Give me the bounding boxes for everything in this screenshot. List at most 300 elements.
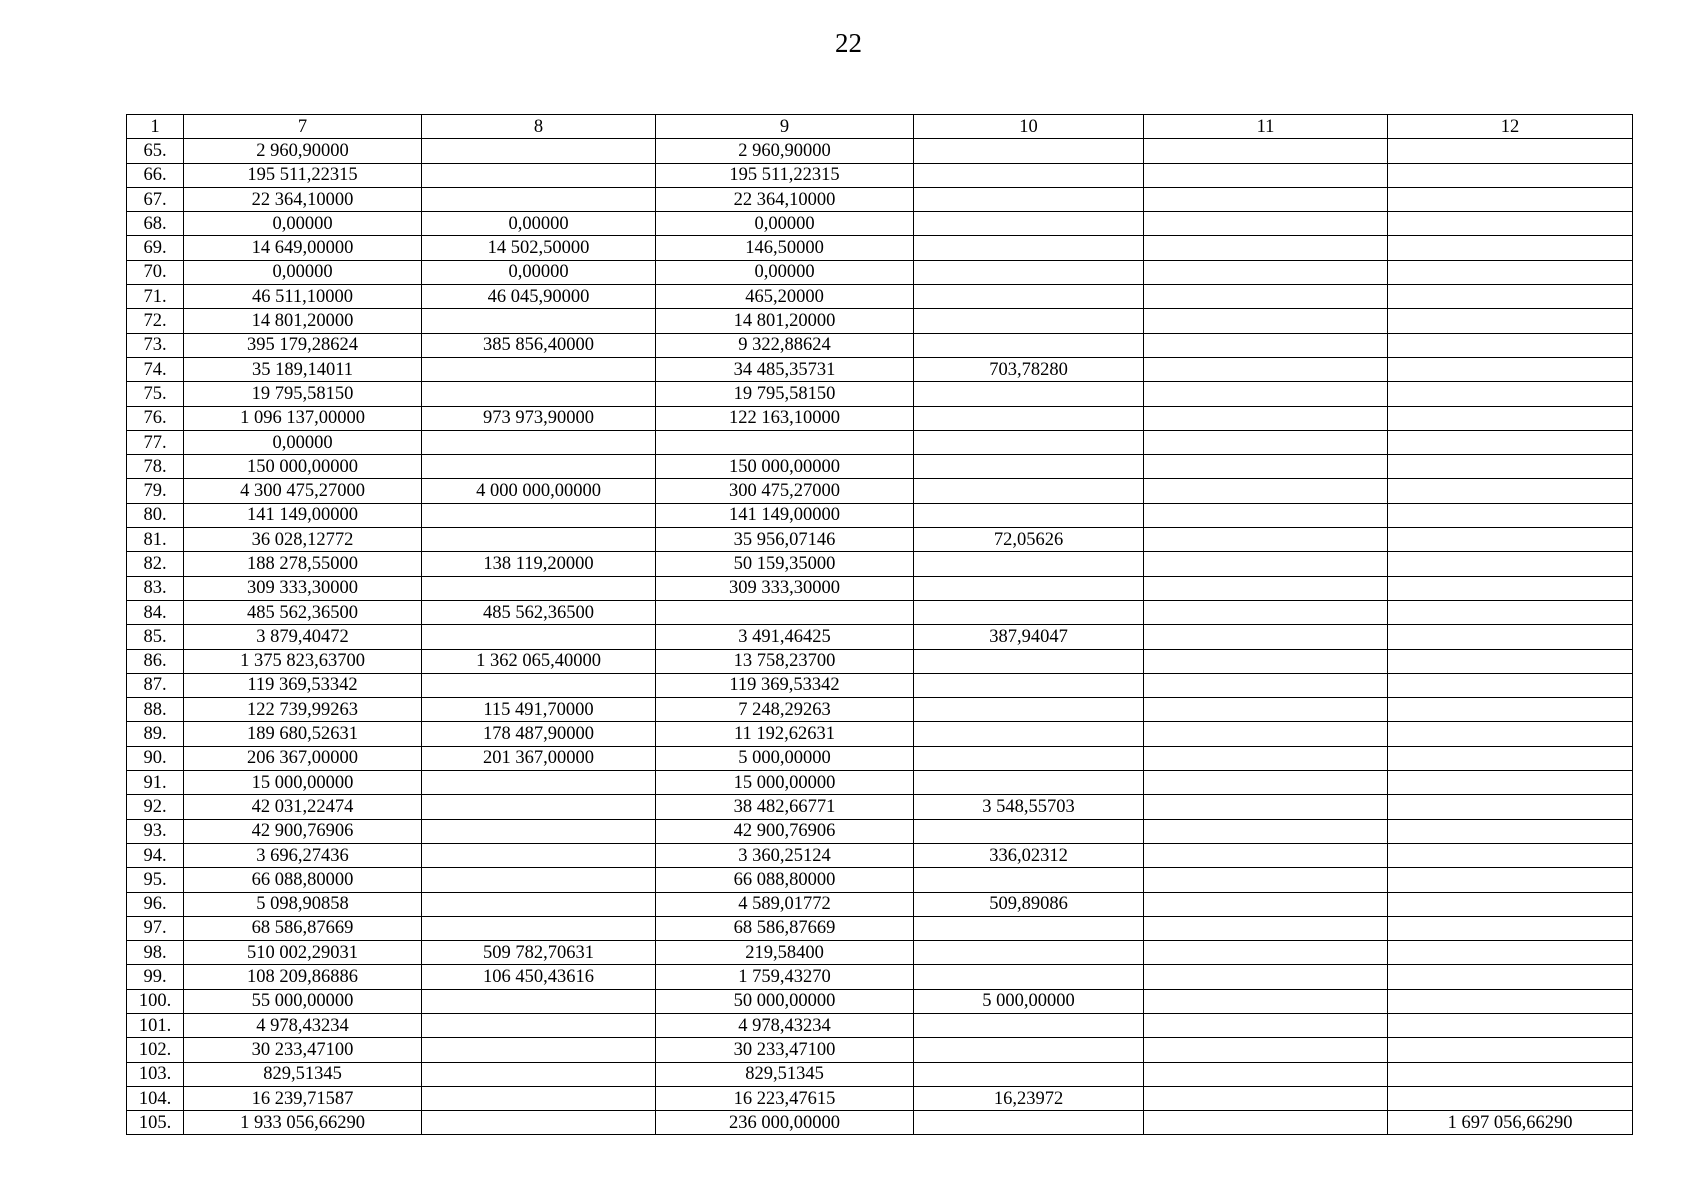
table-cell: [914, 965, 1144, 989]
table-cell: [914, 1062, 1144, 1086]
row-number-cell: 85.: [127, 625, 184, 649]
table-cell: 219,58400: [656, 941, 914, 965]
table-cell: 4 000 000,00000: [422, 479, 656, 503]
table-cell: [422, 1111, 656, 1135]
table-cell: 22 364,10000: [656, 187, 914, 211]
table-cell: 0,00000: [422, 212, 656, 236]
table-cell: 115 491,70000: [422, 698, 656, 722]
table-cell: [1388, 916, 1633, 940]
table-row: [127, 698, 1633, 722]
table-cell: [1144, 576, 1388, 600]
table-cell: [1388, 479, 1633, 503]
page-number: 22: [835, 28, 862, 58]
table-cell: [422, 892, 656, 916]
table-cell: [1144, 673, 1388, 697]
table-cell: [1388, 455, 1633, 479]
table-cell: 68 586,87669: [184, 916, 422, 940]
table-row: [127, 382, 1633, 406]
table-cell: 30 233,47100: [656, 1038, 914, 1062]
table-cell: 178 487,90000: [422, 722, 656, 746]
table-cell: [1388, 600, 1633, 624]
table-cell: [914, 382, 1144, 406]
table-cell: [914, 212, 1144, 236]
table-cell: 4 978,43234: [184, 1013, 422, 1037]
table-cell: 14 801,20000: [184, 309, 422, 333]
table-row: [127, 600, 1633, 624]
table-cell: [1388, 503, 1633, 527]
table-cell: 385 856,40000: [422, 333, 656, 357]
row-number-cell: 91.: [127, 771, 184, 795]
data-table: [126, 114, 1633, 1135]
table-row: [127, 965, 1633, 989]
table-cell: [1144, 600, 1388, 624]
table-cell: [914, 309, 1144, 333]
table-cell: 236 000,00000: [656, 1111, 914, 1135]
row-number-cell: 71.: [127, 285, 184, 309]
table-cell: [422, 357, 656, 381]
table-cell: 68 586,87669: [656, 916, 914, 940]
table-cell: [914, 163, 1144, 187]
table-row: [127, 819, 1633, 843]
table-row: [127, 236, 1633, 260]
table-cell: 309 333,30000: [656, 576, 914, 600]
table-cell: [914, 819, 1144, 843]
table-row: [127, 333, 1633, 357]
table-cell: [1388, 868, 1633, 892]
table-cell: 7 248,29263: [656, 698, 914, 722]
table-cell: 0,00000: [184, 430, 422, 454]
table-cell: 1 375 823,63700: [184, 649, 422, 673]
table-cell: [1388, 649, 1633, 673]
table-cell: 66 088,80000: [184, 868, 422, 892]
table-cell: 72,05626: [914, 528, 1144, 552]
table-cell: [1388, 333, 1633, 357]
table-cell: [422, 382, 656, 406]
table-row: [127, 868, 1633, 892]
table-cell: [422, 1013, 656, 1037]
table-row: [127, 139, 1633, 163]
table-row: [127, 430, 1633, 454]
table-cell: [914, 479, 1144, 503]
table-cell: [422, 309, 656, 333]
table-row: [127, 941, 1633, 965]
table-cell: [1388, 576, 1633, 600]
table-cell: 46 045,90000: [422, 285, 656, 309]
table-cell: [1388, 430, 1633, 454]
table-cell: [1388, 139, 1633, 163]
table-row: [127, 552, 1633, 576]
table-cell: [422, 795, 656, 819]
table-cell: [1388, 1013, 1633, 1037]
table-cell: 829,51345: [656, 1062, 914, 1086]
table-row: [127, 163, 1633, 187]
table-cell: [1144, 212, 1388, 236]
table-cell: [1144, 187, 1388, 211]
table-cell: [914, 1038, 1144, 1062]
table-row: [127, 625, 1633, 649]
row-number-cell: 90.: [127, 746, 184, 770]
row-number-cell: 99.: [127, 965, 184, 989]
table-cell: [1144, 746, 1388, 770]
table-cell: [914, 406, 1144, 430]
table-cell: 35 956,07146: [656, 528, 914, 552]
table-cell: [914, 673, 1144, 697]
table-row: [127, 479, 1633, 503]
table-cell: [1144, 892, 1388, 916]
table-cell: 1 933 056,66290: [184, 1111, 422, 1135]
table-cell: 300 475,27000: [656, 479, 914, 503]
table-cell: [1144, 625, 1388, 649]
table-cell: [914, 455, 1144, 479]
table-cell: 16,23972: [914, 1086, 1144, 1110]
table-row: [127, 746, 1633, 770]
row-number-cell: 69.: [127, 236, 184, 260]
table-cell: [1388, 187, 1633, 211]
table-cell: 829,51345: [184, 1062, 422, 1086]
table-cell: 395 179,28624: [184, 333, 422, 357]
table-cell: [1144, 722, 1388, 746]
table-cell: 34 485,35731: [656, 357, 914, 381]
table-cell: [1144, 285, 1388, 309]
row-number-cell: 88.: [127, 698, 184, 722]
row-number-cell: 89.: [127, 722, 184, 746]
table-cell: 141 149,00000: [656, 503, 914, 527]
table-cell: [422, 625, 656, 649]
table-cell: 2 960,90000: [184, 139, 422, 163]
table-cell: [1144, 1111, 1388, 1135]
table-cell: 0,00000: [184, 260, 422, 284]
table-cell: 485 562,36500: [422, 600, 656, 624]
table-cell: [1144, 843, 1388, 867]
table-cell: 195 511,22315: [184, 163, 422, 187]
table-cell: 189 680,52631: [184, 722, 422, 746]
table-cell: 15 000,00000: [656, 771, 914, 795]
table-cell: [914, 576, 1144, 600]
table-cell: [422, 673, 656, 697]
table-cell: 5 098,90858: [184, 892, 422, 916]
row-number-cell: 73.: [127, 333, 184, 357]
table-cell: 16 239,71587: [184, 1086, 422, 1110]
table-cell: [422, 455, 656, 479]
row-number-cell: 76.: [127, 406, 184, 430]
table-cell: [1144, 1086, 1388, 1110]
table-cell: 30 233,47100: [184, 1038, 422, 1062]
table-cell: [914, 722, 1144, 746]
table-cell: 9 322,88624: [656, 333, 914, 357]
table-cell: [1388, 771, 1633, 795]
table-cell: [422, 1062, 656, 1086]
row-number-cell: 72.: [127, 309, 184, 333]
table-cell: [914, 746, 1144, 770]
table-cell: 66 088,80000: [656, 868, 914, 892]
table-cell: 14 649,00000: [184, 236, 422, 260]
table-cell: 150 000,00000: [184, 455, 422, 479]
row-number-cell: 82.: [127, 552, 184, 576]
column-header: 9: [656, 115, 914, 139]
table-cell: [1388, 1038, 1633, 1062]
table-cell: [1388, 285, 1633, 309]
column-header: 8: [422, 115, 656, 139]
table-cell: [1388, 528, 1633, 552]
table-cell: [422, 187, 656, 211]
table-cell: 309 333,30000: [184, 576, 422, 600]
table-row: [127, 528, 1633, 552]
table-cell: 122 739,99263: [184, 698, 422, 722]
table-cell: 5 000,00000: [914, 989, 1144, 1013]
table-cell: [1144, 1038, 1388, 1062]
row-number-cell: 105.: [127, 1111, 184, 1135]
table-cell: [1388, 625, 1633, 649]
table-cell: 485 562,36500: [184, 600, 422, 624]
table-cell: [1388, 892, 1633, 916]
table-cell: [1388, 843, 1633, 867]
row-number-cell: 78.: [127, 455, 184, 479]
table-cell: 0,00000: [422, 260, 656, 284]
table-row: [127, 503, 1633, 527]
column-header: 12: [1388, 115, 1633, 139]
row-number-cell: 96.: [127, 892, 184, 916]
table-cell: [914, 260, 1144, 284]
table-cell: [422, 528, 656, 552]
table-cell: 42 900,76906: [656, 819, 914, 843]
row-number-cell: 101.: [127, 1013, 184, 1037]
table-cell: 188 278,55000: [184, 552, 422, 576]
table-cell: 1 362 065,40000: [422, 649, 656, 673]
table-cell: 4 300 475,27000: [184, 479, 422, 503]
row-number-cell: 86.: [127, 649, 184, 673]
table-cell: [1144, 916, 1388, 940]
table-cell: [656, 430, 914, 454]
table-cell: [1144, 236, 1388, 260]
table-cell: [1388, 965, 1633, 989]
table-cell: [914, 187, 1144, 211]
table-cell: 46 511,10000: [184, 285, 422, 309]
table-row: [127, 795, 1633, 819]
row-number-cell: 84.: [127, 600, 184, 624]
table-cell: 42 031,22474: [184, 795, 422, 819]
table-cell: [1144, 455, 1388, 479]
row-number-cell: 67.: [127, 187, 184, 211]
table-cell: [422, 1086, 656, 1110]
table-cell: 19 795,58150: [656, 382, 914, 406]
table-row: [127, 260, 1633, 284]
table-cell: [1144, 163, 1388, 187]
table-cell: 510 002,29031: [184, 941, 422, 965]
table-cell: [422, 989, 656, 1013]
table-cell: [422, 503, 656, 527]
table-cell: 0,00000: [184, 212, 422, 236]
table-cell: 36 028,12772: [184, 528, 422, 552]
table-cell: 4 978,43234: [656, 1013, 914, 1037]
row-number-cell: 104.: [127, 1086, 184, 1110]
row-number-cell: 93.: [127, 819, 184, 843]
table-cell: 3 548,55703: [914, 795, 1144, 819]
table-cell: 119 369,53342: [656, 673, 914, 697]
table-cell: 2 960,90000: [656, 139, 914, 163]
table-cell: [1144, 552, 1388, 576]
row-number-cell: 87.: [127, 673, 184, 697]
table-header-row: [127, 115, 1633, 139]
row-number-cell: 65.: [127, 139, 184, 163]
table-cell: [1388, 382, 1633, 406]
table-row: [127, 285, 1633, 309]
table-cell: [914, 941, 1144, 965]
row-number-cell: 79.: [127, 479, 184, 503]
table-cell: 35 189,14011: [184, 357, 422, 381]
table-row: [127, 673, 1633, 697]
table-row: [127, 406, 1633, 430]
table-cell: 206 367,00000: [184, 746, 422, 770]
table-cell: [1388, 406, 1633, 430]
row-number-cell: 95.: [127, 868, 184, 892]
table-cell: 336,02312: [914, 843, 1144, 867]
table-cell: 122 163,10000: [656, 406, 914, 430]
table-cell: [1144, 357, 1388, 381]
table-cell: [914, 333, 1144, 357]
table-row: [127, 1013, 1633, 1037]
table-cell: [422, 576, 656, 600]
table-cell: [914, 868, 1144, 892]
table-cell: [1144, 941, 1388, 965]
table-cell: [1388, 1086, 1633, 1110]
row-number-cell: 83.: [127, 576, 184, 600]
table-cell: 509 782,70631: [422, 941, 656, 965]
row-number-cell: 80.: [127, 503, 184, 527]
table-cell: [422, 819, 656, 843]
table-cell: 201 367,00000: [422, 746, 656, 770]
table-cell: 387,94047: [914, 625, 1144, 649]
table-cell: [914, 236, 1144, 260]
table-cell: [1388, 212, 1633, 236]
row-number-cell: 97.: [127, 916, 184, 940]
table-cell: 16 223,47615: [656, 1086, 914, 1110]
table-cell: 509,89086: [914, 892, 1144, 916]
table-cell: [422, 139, 656, 163]
row-number-cell: 98.: [127, 941, 184, 965]
row-number-cell: 92.: [127, 795, 184, 819]
table-cell: [422, 163, 656, 187]
table-cell: [1388, 795, 1633, 819]
table-cell: [914, 600, 1144, 624]
table-cell: [1388, 698, 1633, 722]
table-cell: [1144, 430, 1388, 454]
table-cell: 3 360,25124: [656, 843, 914, 867]
column-header: 7: [184, 115, 422, 139]
table-row: [127, 455, 1633, 479]
table-cell: 50 000,00000: [656, 989, 914, 1013]
column-header: 10: [914, 115, 1144, 139]
table-cell: 42 900,76906: [184, 819, 422, 843]
table-cell: [914, 139, 1144, 163]
table-row: [127, 1038, 1633, 1062]
table-cell: 3 491,46425: [656, 625, 914, 649]
table-row: [127, 916, 1633, 940]
table-cell: [1144, 382, 1388, 406]
table-cell: [1144, 309, 1388, 333]
table-row: [127, 576, 1633, 600]
table-cell: 3 879,40472: [184, 625, 422, 649]
table-cell: 13 758,23700: [656, 649, 914, 673]
table-cell: 195 511,22315: [656, 163, 914, 187]
table-cell: [1388, 309, 1633, 333]
table-cell: 146,50000: [656, 236, 914, 260]
column-header: 11: [1144, 115, 1388, 139]
table-row: [127, 212, 1633, 236]
table-cell: [422, 843, 656, 867]
row-number-cell: 100.: [127, 989, 184, 1013]
row-number-cell: 75.: [127, 382, 184, 406]
table-cell: [1388, 746, 1633, 770]
table-cell: [1144, 528, 1388, 552]
table-cell: [422, 771, 656, 795]
table-cell: [1144, 819, 1388, 843]
table-cell: [914, 1013, 1144, 1037]
table-cell: [422, 430, 656, 454]
row-number-cell: 103.: [127, 1062, 184, 1086]
table-cell: [1144, 503, 1388, 527]
table-cell: 1 096 137,00000: [184, 406, 422, 430]
table-cell: [1144, 868, 1388, 892]
table-cell: 38 482,66771: [656, 795, 914, 819]
table-row: [127, 989, 1633, 1013]
table-cell: [656, 600, 914, 624]
table-cell: [422, 868, 656, 892]
table-cell: [1388, 357, 1633, 381]
table-cell: 55 000,00000: [184, 989, 422, 1013]
table-cell: 3 696,27436: [184, 843, 422, 867]
table-cell: 14 502,50000: [422, 236, 656, 260]
table-row: [127, 1111, 1633, 1135]
table-cell: [1144, 139, 1388, 163]
table-cell: [1144, 989, 1388, 1013]
table-cell: 19 795,58150: [184, 382, 422, 406]
table-row: [127, 843, 1633, 867]
table-cell: [1388, 163, 1633, 187]
table-row: [127, 892, 1633, 916]
row-number-cell: 68.: [127, 212, 184, 236]
table-cell: 138 119,20000: [422, 552, 656, 576]
table-cell: 1 759,43270: [656, 965, 914, 989]
table-cell: [914, 285, 1144, 309]
table-cell: [422, 1038, 656, 1062]
table-cell: [914, 430, 1144, 454]
table-cell: [1388, 673, 1633, 697]
table-cell: [914, 503, 1144, 527]
table-cell: [914, 649, 1144, 673]
table-cell: [1144, 260, 1388, 284]
table-cell: [1388, 989, 1633, 1013]
table-row: [127, 722, 1633, 746]
table-cell: 5 000,00000: [656, 746, 914, 770]
row-number-cell: 70.: [127, 260, 184, 284]
table-cell: [1144, 965, 1388, 989]
table-row: [127, 357, 1633, 381]
table-cell: 11 192,62631: [656, 722, 914, 746]
column-header: 1: [127, 115, 184, 139]
table-cell: 465,20000: [656, 285, 914, 309]
table-cell: [1388, 552, 1633, 576]
table-cell: [1144, 1013, 1388, 1037]
table-cell: [1388, 722, 1633, 746]
table-cell: 0,00000: [656, 212, 914, 236]
table-cell: [422, 916, 656, 940]
table-cell: [1144, 795, 1388, 819]
table-cell: 106 450,43616: [422, 965, 656, 989]
table-cell: 150 000,00000: [656, 455, 914, 479]
table-cell: 14 801,20000: [656, 309, 914, 333]
table-cell: [1388, 260, 1633, 284]
row-number-cell: 66.: [127, 163, 184, 187]
